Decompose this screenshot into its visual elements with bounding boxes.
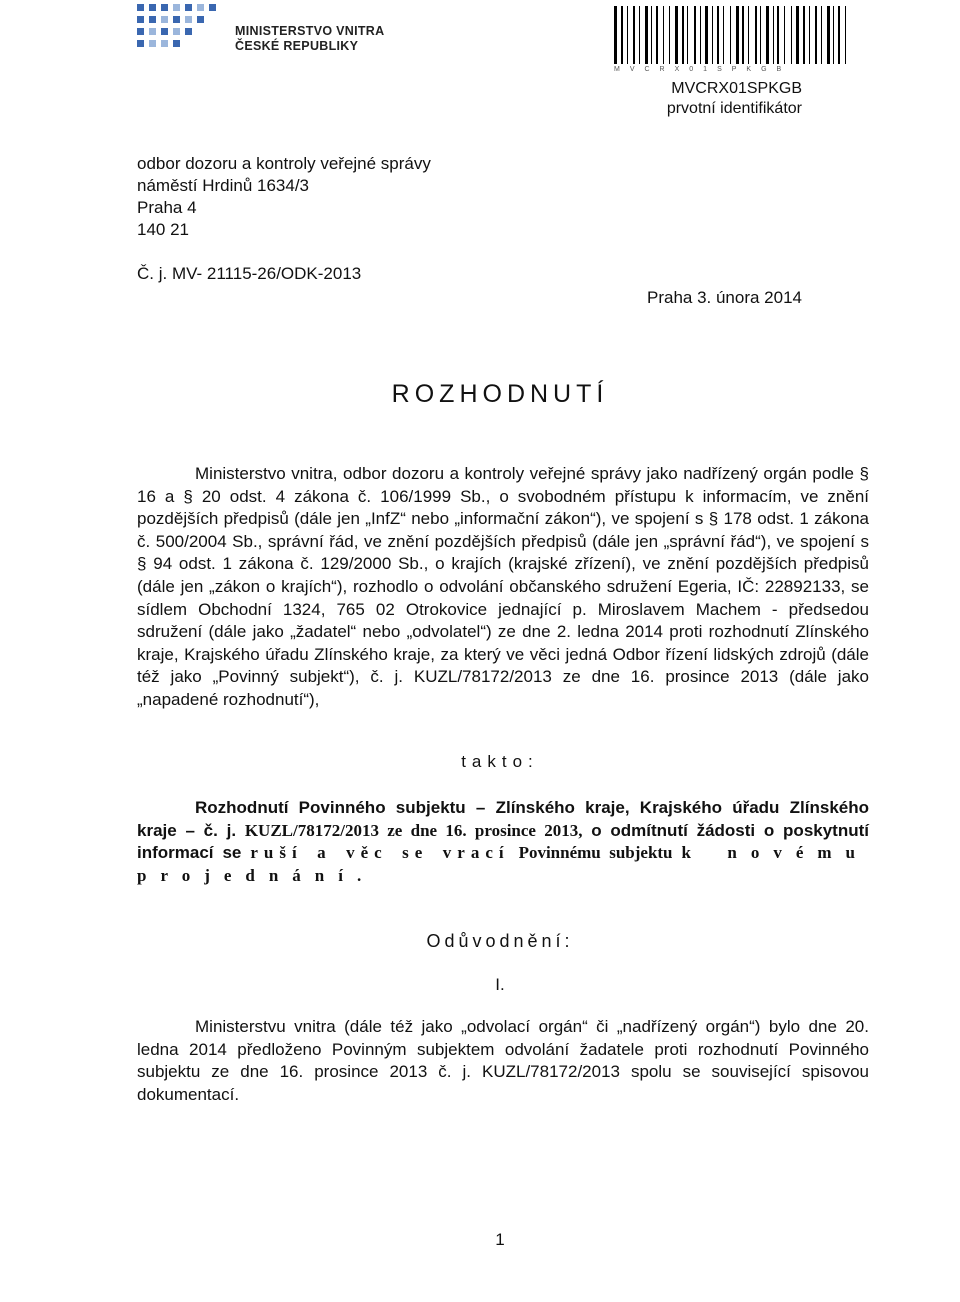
address-line-1: odbor dozoru a kontroly veřejné správy [137, 154, 431, 173]
barcode-bar [663, 6, 664, 64]
barcode-bar [815, 6, 817, 64]
barcode-bar [675, 6, 678, 64]
address-line-2: náměstí Hrdinů 1634/3 [137, 176, 309, 195]
verdict-part-1: Rozhodnutí Povinného subjektu – Zlínského kraje, Krajského úřadu Zlínského kraje – č. j. [137, 798, 869, 840]
barcode-bar [669, 6, 670, 64]
barcode-bar [645, 6, 648, 64]
barcode-bar [736, 6, 739, 64]
ministry-logo [137, 2, 385, 54]
barcode-bar [627, 6, 628, 64]
barcode-bar [827, 6, 830, 64]
section-paragraph: Ministerstvu vnitra (dále též jako „odvolací orgán“ či „nadřízený orgán“) bylo dne 20. ledna 2014 předloženo Povinným subjektem odvolání žadatele proti rozhodnutí Povinného subjektu ze dne 16. prosince 2013 č. j. KUZL/78172/2013 spolu se související spisovou dokumentací. [137, 1017, 869, 1104]
barcode-bar [760, 6, 761, 64]
identifier-caption: prvotní identifikátor [666, 100, 802, 117]
barcode-bar [656, 6, 658, 64]
barcode-bar [694, 6, 696, 64]
barcode-bar [845, 6, 846, 64]
barcode-bar [833, 6, 834, 64]
barcode-bar [614, 6, 617, 64]
barcode-bar [687, 6, 688, 64]
barcode-bar [723, 6, 724, 64]
barcode-bar [748, 6, 749, 64]
reasoning-title: Odůvodnění: [426, 931, 574, 951]
barcode-bar [639, 6, 640, 64]
barcode-bar [755, 6, 757, 64]
verdict-part-2: KUZL/78172/2013 ze dne 16. prosince 2013, [244, 820, 583, 840]
document-identifier: MVCRX01SPKGB [671, 80, 802, 97]
barcode-bar [791, 6, 792, 64]
barcode-bar [796, 6, 799, 64]
barcode-bar [700, 6, 701, 64]
barcode-bar [633, 6, 635, 64]
barcode-bar [803, 6, 805, 64]
barcode-bar [809, 6, 810, 64]
verdict-part-5: Povinnému subjektu [518, 843, 673, 863]
address-line-3: Praha 4 [137, 198, 197, 217]
barcode-bar [712, 6, 713, 64]
intro-paragraph: Ministerstvo vnitra, odbor dozoru a kontroly veřejné správy jako nadřízený orgán podle § 16 a § 20 odst. 4 zákona č. 106/1999 Sb., o svobodném přístupu k informacím, ve znění pozdějších předpisů (dále jen „InfZ“ nebo „informační zákon“), ve spojení s § 178 odst. 1 zákona č. 500/2004 Sb., správní řád, ve znění pozdějších předpisů (dále jen „správní řád“), ve spojení s § 94 odst. 1 zákona č. 129/2000 Sb., o krajích (krajské zřízení), ve znění pozdějších předpisů (dále jen „zákon o krajích“), rozhodlo o odvolání občanského sdružení Egeria, IČ: 22892133, se sídlem Obchodní 1324, 765 02 Otrokovice jednající p. Miroslavem Machem - předsedou sdružení (dále jako „žadatel“ nebo „odvolatel“) ze dne 2. ledna 2014 proti rozhodnutí Zlínského kraje, Krajského úřadu Zlínského kraje, za který ve věci jedná Odbor řízení lidských zdrojů (dále též jako „Povinný subjekt“), č. j. KUZL/78172/2013 ze dne 16. prosince 2013 (dále jako „napadené rozhodnutí“), [137, 464, 869, 709]
logo-line-2: ČESKÉ REPUBLIKY [235, 39, 359, 53]
barcode-bar [784, 6, 785, 64]
barcode [614, 6, 850, 64]
verdict-part-6: k novému projednání. [137, 843, 870, 885]
place-and-date: Praha 3. února 2014 [646, 288, 802, 307]
reference-number: Č. j. MV- 21115-26/ODK-2013 [137, 264, 362, 283]
barcode-bar [821, 6, 822, 64]
logo-line-1: MINISTERSTVO VNITRA [235, 24, 385, 38]
document-title: ROZHODNUTÍ [391, 380, 609, 408]
barcode-bar [766, 6, 769, 64]
ministry-logo-icon [137, 2, 227, 54]
barcode-chars: MVCRX01SPKGB [614, 66, 792, 73]
verdict-part-3: o odmítnutí žádosti o poskytnutí informací se [137, 820, 869, 863]
barcode-bar [651, 6, 652, 64]
section-number: I. [495, 975, 505, 994]
barcode-bar [777, 6, 779, 64]
barcode-bar [717, 6, 719, 64]
page-number: 1 [495, 1230, 505, 1249]
barcode-bar [742, 6, 744, 64]
barcode-bar [705, 6, 708, 64]
address-line-4: 140 21 [137, 220, 189, 239]
takto-label: takto: [461, 752, 539, 771]
barcode-bar [773, 6, 774, 64]
barcode-bar [682, 6, 684, 64]
verdict-paragraph [137, 797, 869, 887]
verdict-part-4: ruší a věc se vrací [250, 843, 510, 863]
barcode-bar [838, 6, 840, 64]
barcode-bar [621, 6, 623, 64]
barcode-bar [730, 6, 731, 64]
